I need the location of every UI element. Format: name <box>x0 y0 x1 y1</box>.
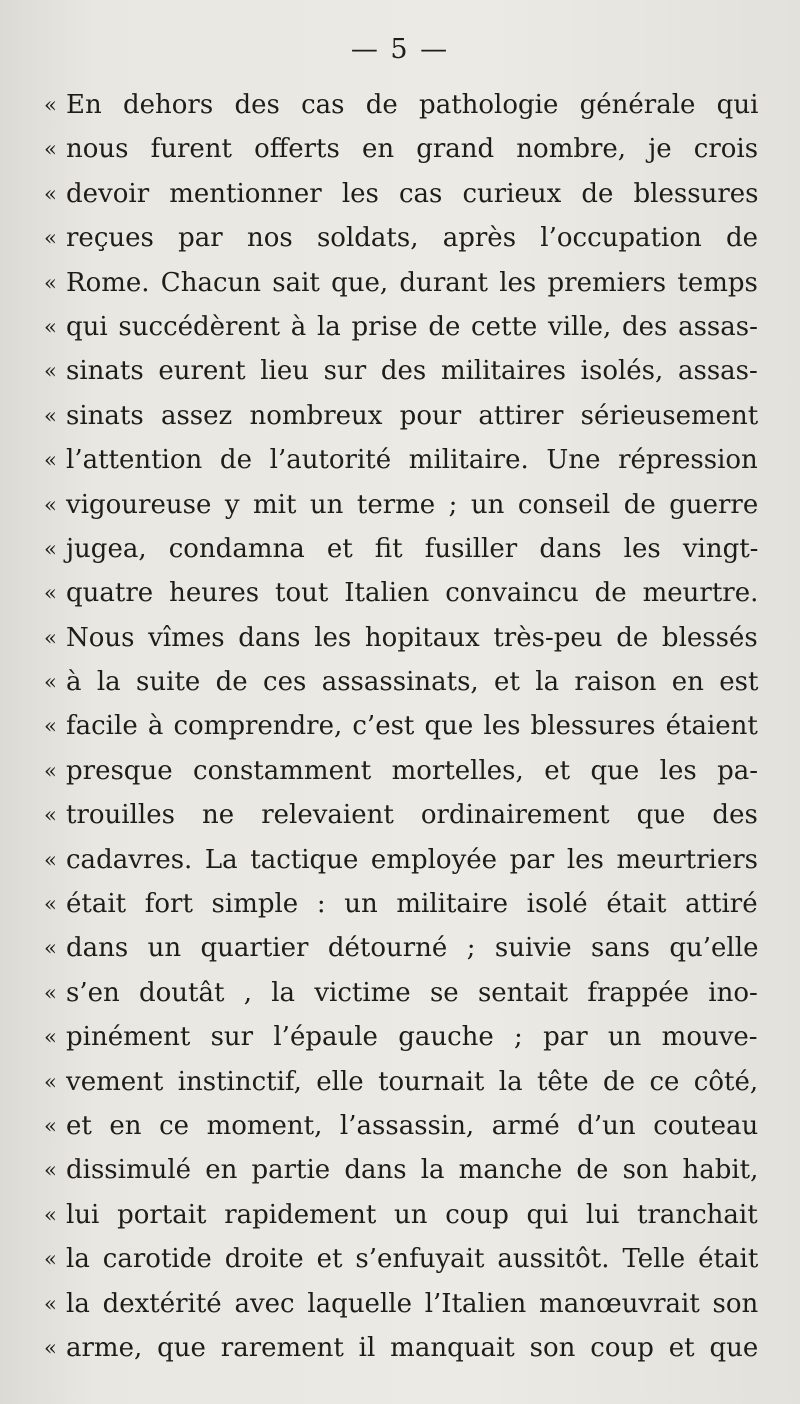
text-line <box>44 261 758 305</box>
line-text: reçues par nos soldats, après l’occupation de <box>66 223 759 254</box>
line-text: lui portait rapidement un coup qui lui tranchait <box>66 1199 758 1230</box>
text-line <box>44 1060 759 1104</box>
quote-mark: « <box>44 1202 57 1227</box>
text-line <box>44 216 759 260</box>
line-text: trouilles ne relevaient ordinairement que des <box>66 800 758 831</box>
quote-mark: « <box>44 359 57 384</box>
line-text: facile à comprendre, c’est que les blessures étaient <box>66 711 758 742</box>
text-line <box>44 704 758 748</box>
line-text: la carotide droite et s’enfuyait aussitôt. Telle était <box>66 1244 759 1275</box>
quote-mark: « <box>44 226 57 251</box>
quote-mark: « <box>44 625 57 650</box>
line-text: et en ce moment, l’assassin, armé d’un couteau <box>66 1110 759 1141</box>
quote-mark: « <box>44 936 57 961</box>
line-text: sinats eurent lieu sur des militaires isolés, assas- <box>66 356 758 387</box>
text-line <box>44 1104 759 1148</box>
line-text: cadavres. La tactique employée par les meurtriers <box>66 844 759 875</box>
text-line <box>44 1237 759 1281</box>
quote-mark: « <box>44 1158 57 1183</box>
quote-mark: « <box>44 137 57 162</box>
line-text: était fort simple : un militaire isolé était attiré <box>66 889 758 920</box>
line-text: quatre heures tout Italien convaincu de meurtre. <box>66 578 759 609</box>
text-line <box>44 1193 758 1237</box>
text-line <box>44 1148 759 1192</box>
quote-mark: « <box>44 93 57 117</box>
line-text: pinément sur l’épaule gauche ; par un mouve- <box>66 1022 758 1053</box>
quote-mark: « <box>44 714 57 739</box>
quote-mark: « <box>44 1335 57 1360</box>
quote-mark: « <box>44 803 57 828</box>
text-line <box>44 571 759 615</box>
quote-mark: « <box>44 670 57 695</box>
line-text: vigoureuse y mit un terme ; un conseil de guerre <box>66 489 759 520</box>
text-line <box>44 1282 759 1326</box>
line-text: Nous vîmes dans les hopitaux très-peu de blessés <box>66 622 758 653</box>
text-line <box>44 394 759 438</box>
text-line <box>44 527 759 571</box>
text-line <box>44 838 759 882</box>
text-line <box>44 793 758 837</box>
quote-mark: « <box>44 448 57 473</box>
quote-mark: « <box>44 181 57 206</box>
page-number: — 5 — <box>350 34 450 65</box>
line-text: vement instinctif, elle tournait la tête de ce côté, <box>66 1066 759 1097</box>
line-text: En dehors des cas de pathologie générale qui <box>66 90 759 120</box>
text-line <box>44 127 759 171</box>
quote-mark: « <box>44 1291 57 1316</box>
text-line <box>44 1015 758 1059</box>
text-line <box>44 305 758 349</box>
text-line <box>44 438 758 482</box>
text-line <box>44 1326 759 1370</box>
line-text: nous furent offerts en grand nombre, je crois <box>66 134 759 165</box>
line-text: jugea, condamna et fit fusiller dans les vingt- <box>66 533 759 564</box>
line-text: dissimulé en partie dans la manche de son habit, <box>66 1155 759 1186</box>
quote-mark: « <box>44 1247 57 1272</box>
line-text: presque constamment mortelles, et que les pa- <box>66 755 759 786</box>
text-line <box>44 926 759 970</box>
line-text: l’attention de l’autorité militaire. Une répression <box>66 445 758 476</box>
quote-mark: « <box>44 492 57 517</box>
quote-mark: « <box>44 892 57 917</box>
quote-mark: « <box>44 980 57 1005</box>
quote-mark: « <box>44 581 57 606</box>
text-line <box>44 749 759 793</box>
line-text: dans un quartier détourné ; suivie sans qu’elle <box>66 933 759 964</box>
quote-mark: « <box>44 1069 57 1094</box>
line-text: Rome. Chacun sait que, durant les premiers temps <box>66 267 758 298</box>
line-text: arme, que rarement il manquait son coup et que <box>66 1332 759 1363</box>
quote-mark: « <box>44 403 57 428</box>
line-text: s’en doutât , la victime se sentait frappée ino- <box>66 977 758 1008</box>
quote-mark: « <box>44 758 57 783</box>
line-text: devoir mentionner les cas curieux de blessures <box>66 178 759 209</box>
quote-mark: « <box>44 847 57 872</box>
quote-mark: « <box>44 314 57 339</box>
quote-mark: « <box>44 1113 57 1138</box>
line-text: la dextérité avec laquelle l’Italien manœuvrait son <box>66 1288 759 1319</box>
line-text: qui succédèrent à la prise de cette ville, des assas- <box>66 311 758 342</box>
quote-mark: « <box>44 270 57 295</box>
quote-mark: « <box>44 1025 57 1050</box>
body-text <box>44 83 759 1370</box>
line-text: sinats assez nombreux pour attirer sérieusement <box>66 400 759 431</box>
quote-mark: « <box>44 536 57 561</box>
text-line <box>44 971 758 1015</box>
text-line <box>44 660 759 704</box>
text-line <box>44 616 758 660</box>
text-line <box>44 349 758 393</box>
line-text: à la suite de ces assassinats, et la raison en est <box>66 667 759 698</box>
text-line <box>44 83 759 127</box>
text-line <box>44 882 758 926</box>
text-line <box>44 172 759 216</box>
text-line <box>44 483 759 527</box>
